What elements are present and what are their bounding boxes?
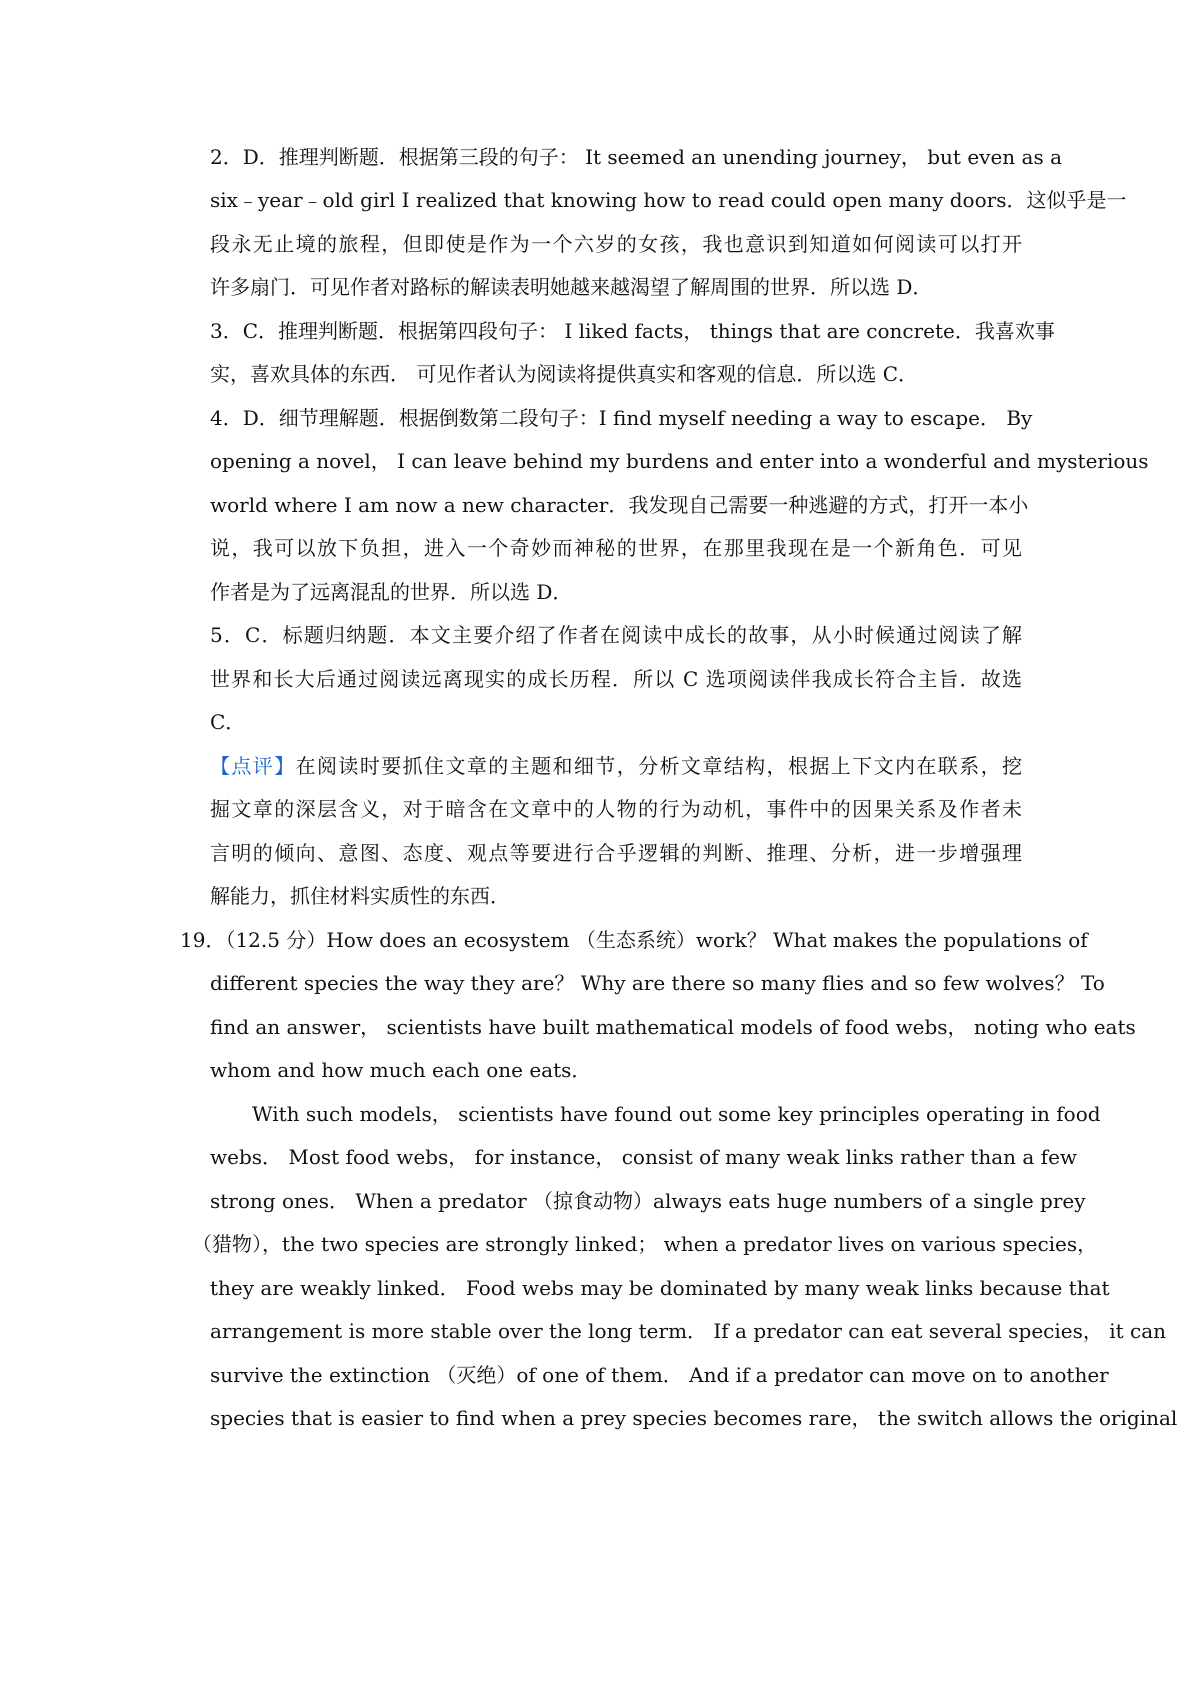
comment-tag: 【点评】 — [210, 754, 296, 778]
passage-line-5: they are weakly linked． Food webs may be dominated by many weak links because that — [210, 1276, 1110, 1300]
answer-3-line-1: 3．C．推理判断题．根据第四段句子： I liked facts， things that are concrete．我喜欢事 — [210, 319, 1055, 343]
answer-4-line-4: 说，我可以放下负担，进入一个奇妙而神秘的世界，在那里我现在是一个新角色．可见 — [210, 536, 1022, 560]
comment-line-2: 掘文章的深层含义，对于暗含在文章中的人物的行为动机，事件中的因果关系及作者未 — [210, 797, 1022, 821]
answer-5-line-3: C． — [210, 710, 246, 734]
answer-5-line-1: 5．C．标题归纳题．本文主要介绍了作者在阅读中成长的故事，从小时候通过阅读了解 — [210, 623, 1022, 647]
comment-line-4: 解能力，抓住材料实质性的东西． — [210, 884, 510, 908]
passage-line-4: （猎物），the two species are strongly linked； when a predator lives on various species， — [192, 1232, 1098, 1256]
passage-line-1: With such models， scientists have found out some key principles operating in food — [252, 1102, 1101, 1126]
passage-line-6: arrangement is more stable over the long term． If a predator can eat several species， it can — [210, 1319, 1167, 1343]
answer-2-line-1: 2．D．推理判断题．根据第三段的句子： It seemed an unending journey， but even as a — [210, 145, 1063, 169]
passage-line-7: survive the extinction （灭绝）of one of them． And if a predator can move on to another — [210, 1363, 1109, 1387]
answer-2-line-2: six﹣year﹣old girl I realized that knowing how to read could open many doors．这似乎是一 — [210, 188, 1127, 212]
answer-2-line-4: 许多扇门．可见作者对路标的解读表明她越来越渴望了解周围的世界．所以选 D． — [210, 275, 933, 299]
comment-line-1 — [210, 751, 1022, 781]
answer-5-line-2: 世界和长大后通过阅读远离现实的成长历程．所以 C 选项阅读伴我成长符合主旨．故选 — [210, 667, 1022, 691]
comment-first-line-text: 在阅读时要抓住文章的主题和细节，分析文章结构，根据上下文内在联系，挖 — [295, 754, 1023, 778]
question-19-line-2: different species the way they are？ Why are there so many flies and so few wolves？ To — [210, 971, 1105, 995]
answer-4-line-2: opening a novel， I can leave behind my burdens and enter into a wonderful and mysterious — [210, 449, 1149, 473]
question-19-line-3: find an answer， scientists have built mathematical models of food webs， noting who eats — [210, 1015, 1136, 1039]
passage-line-2: webs． Most food webs， for instance， consist of many weak links rather than a few — [210, 1145, 1078, 1169]
question-19-line-1: 19．（12.5 分）How does an ecosystem （生态系统）work？ What makes the populations of — [180, 928, 1088, 952]
question-19-line-4: whom and how much each one eats． — [210, 1058, 592, 1082]
answer-4-line-3: world where I am now a new character．我发现自己需要一种逃避的方式，打开一本小 — [210, 493, 1029, 517]
comment-line-3: 言明的倾向、意图、态度、观点等要进行合乎逻辑的判断、推理、分析，进一步增强理 — [210, 841, 1022, 865]
passage-line-8: species that is easier to find when a prey species becomes rare， the switch allows the original — [210, 1406, 1178, 1430]
answer-3-line-2: 实，喜欢具体的东西． 可见作者认为阅读将提供真实和客观的信息．所以选 C． — [210, 362, 919, 386]
answer-4-line-5: 作者是为了远离混乱的世界．所以选 D． — [210, 580, 573, 604]
answer-4-line-1: 4．D．细节理解题．根据倒数第二段句子：I find myself needing a way to escape． By — [210, 406, 1033, 430]
answer-2-line-3: 段永无止境的旅程，但即使是作为一个六岁的女孩，我也意识到知道如何阅读可以打开 — [210, 232, 1022, 256]
passage-line-3: strong ones． When a predator （掠食动物）always eats huge numbers of a single prey — [210, 1189, 1086, 1213]
